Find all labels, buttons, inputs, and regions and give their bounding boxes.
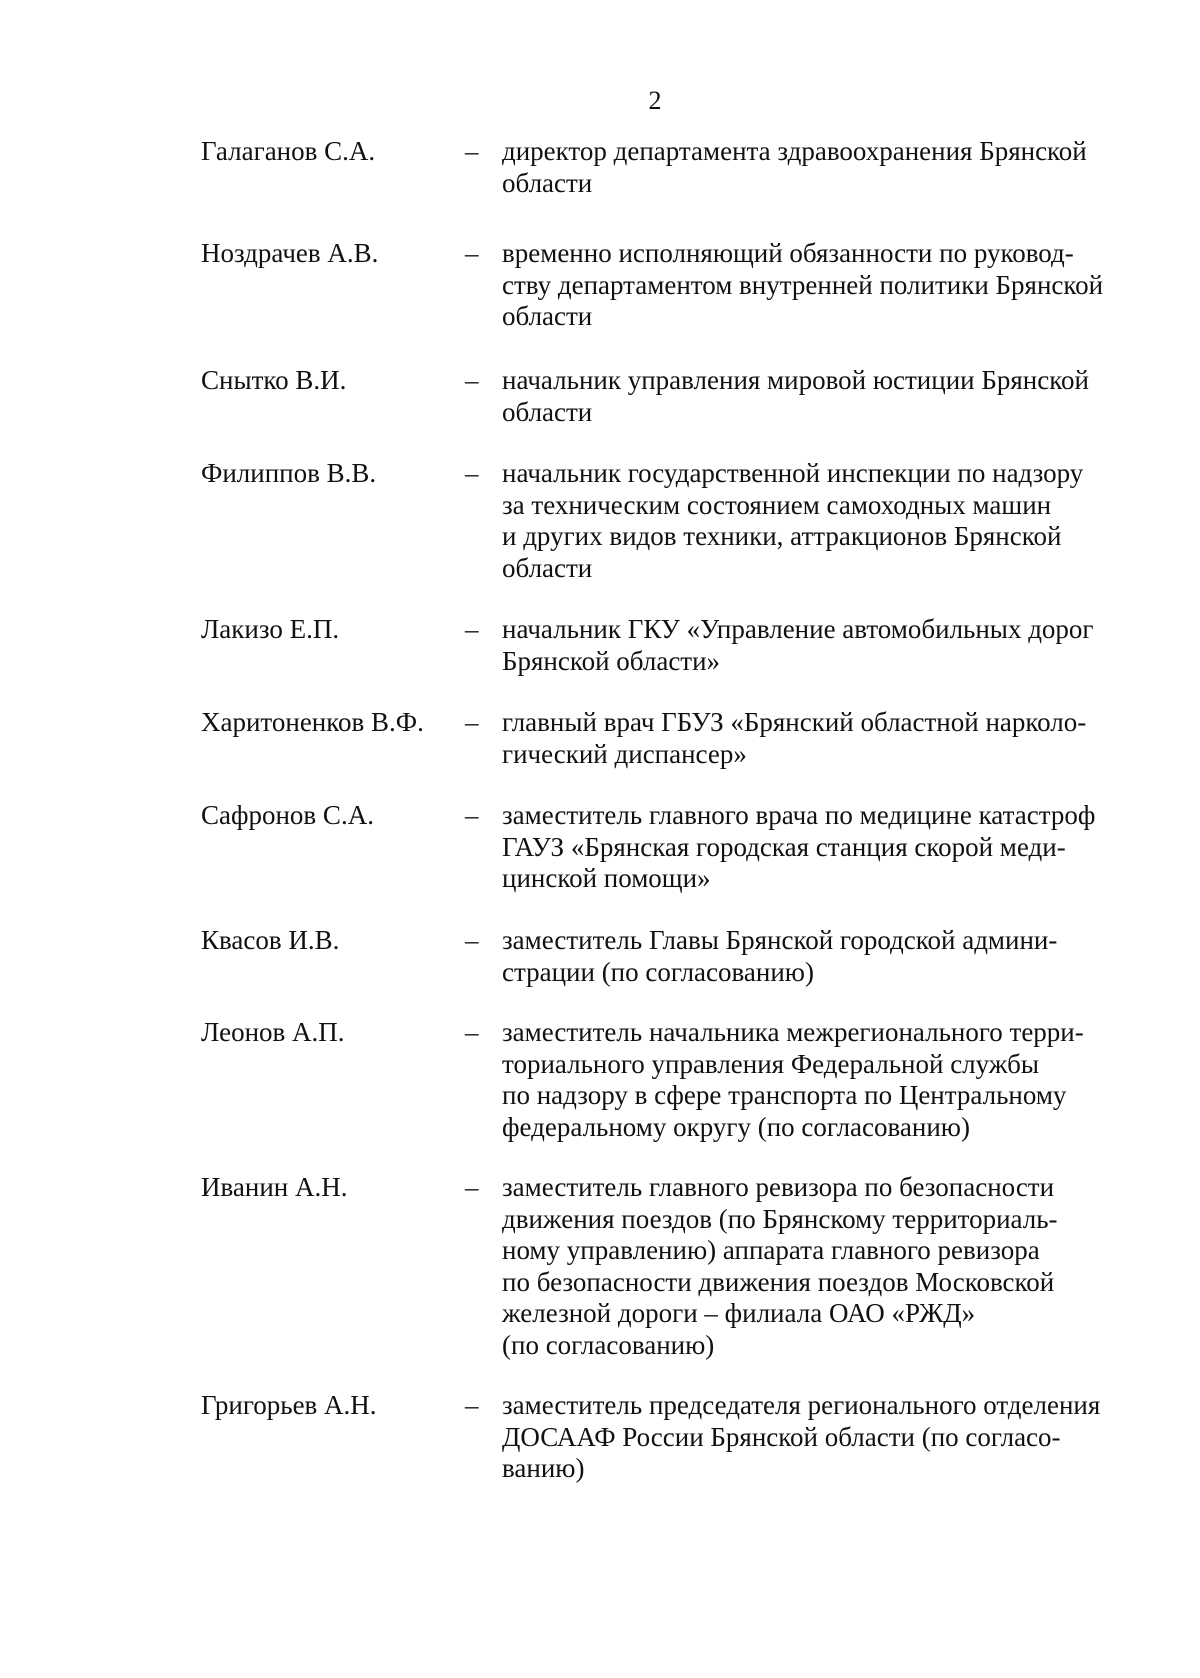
position-line: гический диспансер» [502, 738, 747, 769]
position-line: заместитель председателя регионального отделения [502, 1390, 1101, 1420]
dash-separator: – [465, 458, 479, 488]
dash-separator: – [465, 238, 479, 268]
member-position [502, 1017, 1142, 1143]
member-position [502, 365, 1142, 428]
member-name: Леонов А.П. [201, 1017, 345, 1047]
member-position [502, 1390, 1142, 1485]
position-line: начальник управления мировой юстиции Брянской [502, 365, 1089, 395]
position-line: ДОСААФ России Брянской области (по согласо- [502, 1421, 1061, 1452]
position-line: страции (по согласованию) [502, 956, 814, 987]
member-name: Квасов И.В. [201, 925, 340, 955]
dash-separator: – [465, 707, 479, 737]
position-line: ству департаментом внутренней политики Брянской [502, 269, 1104, 300]
position-line: ному управлению) аппарата главного ревизора [502, 1235, 1040, 1265]
position-line: заместитель начальника межрегионального терри- [502, 1017, 1084, 1047]
position-line: временно исполняющий обязанности по руковод- [502, 238, 1074, 268]
member-position [502, 458, 1142, 584]
member-name: Снытко В.И. [201, 365, 347, 395]
position-line: заместитель Главы Брянской городской админи- [502, 925, 1058, 955]
member-position [502, 238, 1142, 333]
dash-separator: – [465, 1172, 479, 1202]
position-line: области [502, 301, 593, 331]
dash-separator: – [465, 614, 479, 644]
member-position [502, 925, 1142, 988]
dash-separator: – [465, 925, 479, 955]
member-name: Сафронов С.А. [201, 800, 374, 830]
position-line: федеральному округу (по согласованию) [502, 1111, 970, 1142]
dash-separator: – [465, 365, 479, 395]
position-line: цинской помощи» [502, 863, 711, 893]
member-position [502, 1172, 1142, 1361]
member-position [502, 707, 1142, 770]
position-line: железной дороги – филиала ОАО «РЖД» [502, 1298, 976, 1328]
position-line: по безопасности движения поездов Московской [502, 1266, 1055, 1297]
position-line: директор департамента здравоохранения Брянской [502, 136, 1087, 166]
dash-separator: – [465, 800, 479, 830]
position-line: (по согласованию) [502, 1329, 715, 1360]
position-line: ванию) [502, 1453, 585, 1483]
position-line: области [502, 552, 593, 583]
page-number: 2 [648, 86, 662, 115]
position-line: области [502, 167, 593, 198]
member-name: Харитоненков В.Ф. [201, 707, 424, 737]
position-line: за техническим состоянием самоходных машин [502, 489, 1052, 520]
position-line: движения поездов (по Брянскому территориаль- [502, 1203, 1058, 1234]
position-line: и других видов техники, аттракционов Брянской [502, 521, 1062, 551]
position-line: ГАУЗ «Брянская городская станция скорой меди- [502, 831, 1066, 862]
member-name: Григорьев А.Н. [201, 1390, 377, 1420]
position-line: главный врач ГБУЗ «Брянский областной нарколо- [502, 707, 1087, 737]
position-line: начальник ГКУ «Управление автомобильных дорог [502, 614, 1094, 644]
position-line: по надзору в сфере транспорта по Центральному [502, 1080, 1067, 1110]
member-name: Филиппов В.В. [201, 458, 377, 488]
member-position [502, 800, 1142, 895]
member-name: Лакизо Е.П. [201, 614, 340, 644]
member-name: Ноздрачев А.В. [201, 238, 379, 268]
position-line: ториального управления Федеральной службы [502, 1048, 1039, 1079]
position-line: области [502, 396, 593, 427]
position-line: заместитель главного врача по медицине катастроф [502, 800, 1096, 830]
member-name: Галаганов С.А. [201, 136, 376, 166]
position-line: Брянской области» [502, 645, 721, 676]
dash-separator: – [465, 1017, 479, 1047]
dash-separator: – [465, 1390, 479, 1420]
position-line: начальник государственной инспекции по надзору [502, 458, 1084, 488]
position-line: заместитель главного ревизора по безопасности [502, 1172, 1055, 1202]
member-position [502, 136, 1142, 199]
dash-separator: – [465, 136, 479, 166]
member-name: Иванин А.Н. [201, 1172, 348, 1202]
member-position [502, 614, 1142, 677]
